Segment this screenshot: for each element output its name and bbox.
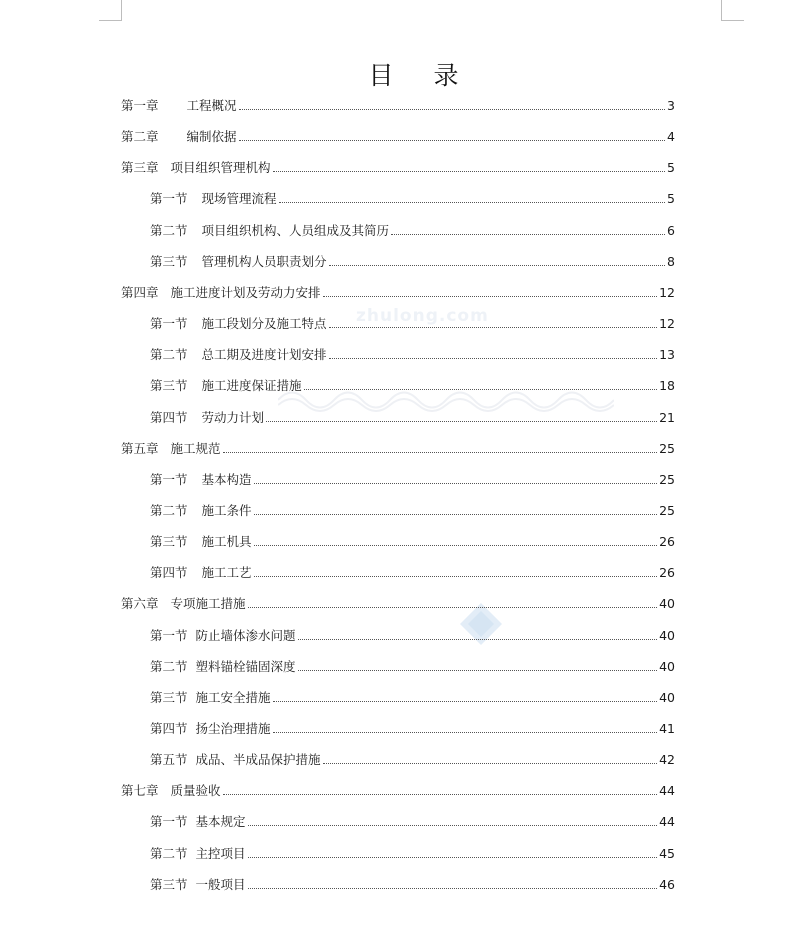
toc-entry-number: 第一章 [121,98,159,113]
toc-page-number: 5 [667,160,675,176]
toc-entry-title: 施工段划分及施工特点 [201,316,327,331]
toc-leader-dots [391,234,665,235]
toc-page-number: 21 [659,409,675,425]
toc-entry-number: 第五章 [121,440,159,456]
toc-leader-dots [329,327,658,328]
toc-entry-number: 第二章 [121,129,159,145]
toc-leader-dots [329,265,666,266]
toc-leader-dots [248,607,658,608]
toc-leader-dots [254,514,658,515]
toc-entry-number: 第六章 [121,596,159,612]
toc-entry-title: 施工条件 [201,502,252,518]
toc-entry-title: 防止墙体渗水问题 [195,627,296,643]
toc-section-entry[interactable] [150,530,675,550]
toc-entry-number: 第七章 [121,783,159,799]
toc-entry-title: 项目组织管理机构 [170,160,271,176]
toc-entry-number: 第五节 [150,752,188,768]
toc-page-number: 25 [659,440,675,456]
toc-section-entry[interactable] [150,219,675,239]
toc-page-number: 5 [667,191,675,207]
toc-leader-dots [254,576,658,577]
toc-section-entry[interactable] [150,374,675,394]
toc-entry-number: 第二节 [150,347,188,363]
toc-entry-number: 第四节 [150,565,188,581]
toc-leader-dots [273,732,658,733]
toc-entry-title: 劳动力计划 [201,409,265,425]
toc-page-number: 40 [659,658,675,674]
toc-page-number: 12 [659,316,675,331]
toc-entry-title: 编制依据 [186,129,237,145]
toc-entry-title: 专项施工措施 [170,596,246,612]
toc-entry-title: 基本构造 [201,471,252,487]
toc-leader-dots [298,639,658,640]
toc-entry-number: 第三节 [150,534,188,550]
toc-entry-title: 一般项目 [195,876,246,892]
toc-chapter-entry[interactable] [121,94,675,114]
toc-leader-dots [279,202,666,203]
toc-entry-number: 第三节 [150,378,188,394]
toc-page-number: 26 [659,534,675,550]
toc-page-number: 12 [659,284,675,300]
toc-leader-dots [223,452,658,453]
toc-section-entry[interactable] [150,810,675,830]
toc-entry-number: 第一节 [150,627,188,643]
toc-section-entry[interactable] [150,686,675,706]
toc-entry-title: 施工进度保证措施 [201,378,302,394]
toc-entry-number: 第二节 [150,845,188,861]
toc-entry-number: 第四章 [121,284,159,300]
toc-entry-title: 成品、半成品保护措施 [195,752,321,768]
toc-section-entry[interactable] [150,187,675,207]
toc-leader-dots [323,763,658,764]
toc-page-number: 44 [659,814,675,830]
toc-leader-dots [239,140,666,141]
toc-entry-title: 主控项目 [195,845,246,861]
toc-leader-dots [273,701,658,702]
toc-entry-number: 第二节 [150,502,188,518]
toc-section-entry[interactable] [150,873,675,893]
toc-leader-dots [254,483,658,484]
toc-entry-number: 第四节 [150,721,188,736]
toc-leader-dots [273,171,666,172]
toc-entry-title: 施工进度计划及劳动力安排 [170,284,321,300]
toc-entry-number: 第一节 [150,191,188,207]
toc-section-entry[interactable] [150,561,675,581]
toc-page-number: 6 [667,222,675,238]
toc-title: 目 录 [368,61,475,90]
toc-leader-dots [298,670,658,671]
toc-chapter-entry[interactable] [121,281,675,301]
toc-chapter-entry[interactable] [121,156,675,176]
toc-leader-dots [248,857,658,858]
toc-page-number: 46 [659,876,675,892]
toc-chapter-entry[interactable] [121,592,675,612]
toc-leader-dots [266,421,657,422]
toc-page-number: 40 [659,627,675,643]
toc-leader-dots [304,389,658,390]
toc-entry-title: 施工工艺 [201,565,252,581]
toc-entry-title: 质量验收 [170,783,221,799]
toc-section-entry[interactable] [150,499,675,519]
toc-section-entry[interactable] [150,468,675,488]
toc-section-entry[interactable] [150,624,675,644]
toc-chapter-entry[interactable] [121,779,675,799]
toc-section-entry[interactable] [150,406,675,426]
toc-entry-title: 总工期及进度计划安排 [201,347,327,363]
toc-entry-number: 第三章 [121,160,159,176]
toc-entry-title: 项目组织机构、人员组成及其简历 [201,222,390,238]
toc-page-number: 40 [659,596,675,612]
toc-entry-number: 第二节 [150,658,188,674]
toc-page-number: 42 [659,752,675,768]
toc-entry-title: 施工安全措施 [195,689,271,705]
toc-entry-number: 第四节 [150,409,188,425]
toc-leader-dots [248,888,658,889]
toc-page-number: 40 [659,689,675,705]
toc-entry-title: 施工机具 [201,534,252,550]
toc-entry-number: 第三节 [150,253,188,269]
toc-chapter-entry[interactable] [121,125,675,145]
toc-entry-number: 第一节 [150,316,188,331]
toc-leader-dots [223,794,658,795]
toc-section-entry[interactable] [150,842,675,862]
toc-page-number: 25 [659,502,675,518]
toc-entry-number: 第三节 [150,876,188,892]
toc-page-number: 8 [667,253,675,269]
toc-leader-dots [254,545,658,546]
toc-leader-dots [248,825,658,826]
toc-page-number: 26 [659,565,675,581]
toc-leader-dots [323,296,658,297]
crop-mark-top-left [99,0,122,21]
toc-section-entry[interactable] [150,343,675,363]
toc-entry-number: 第二节 [150,222,188,238]
toc-entry-number: 第三节 [150,689,188,705]
toc-page-number: 44 [659,783,675,799]
toc-page-number: 41 [659,721,675,736]
toc-section-entry[interactable] [150,748,675,768]
watermark-text: zhulong.com [356,306,489,326]
toc-section-entry[interactable] [150,250,675,270]
toc-page-number: 18 [659,378,675,394]
toc-page-number: 45 [659,845,675,861]
toc-page-number: 13 [659,347,675,363]
crop-mark-top-right [721,0,744,21]
toc-entry-number: 第一节 [150,471,188,487]
toc-page-number: 25 [659,471,675,487]
toc-entry-title: 现场管理流程 [201,191,277,207]
toc-entry-title: 塑料锚栓锚固深度 [195,658,296,674]
toc-chapter-entry[interactable] [121,437,675,457]
toc-entry-title: 施工规范 [170,440,221,456]
toc-leader-dots [329,358,658,359]
toc-section-entry[interactable] [150,312,675,332]
toc-section-entry[interactable] [150,717,675,737]
toc-leader-dots [239,109,666,110]
toc-entry-title: 管理机构人员职责划分 [201,253,327,269]
toc-entry-title: 工程概况 [186,98,237,113]
toc-section-entry[interactable] [150,655,675,675]
toc-entry-number: 第一节 [150,814,188,830]
toc-page-number: 4 [667,129,675,145]
toc-page-number: 3 [667,98,675,113]
toc-entry-title: 基本规定 [195,814,246,830]
toc-entry-title: 扬尘治理措施 [195,721,271,736]
